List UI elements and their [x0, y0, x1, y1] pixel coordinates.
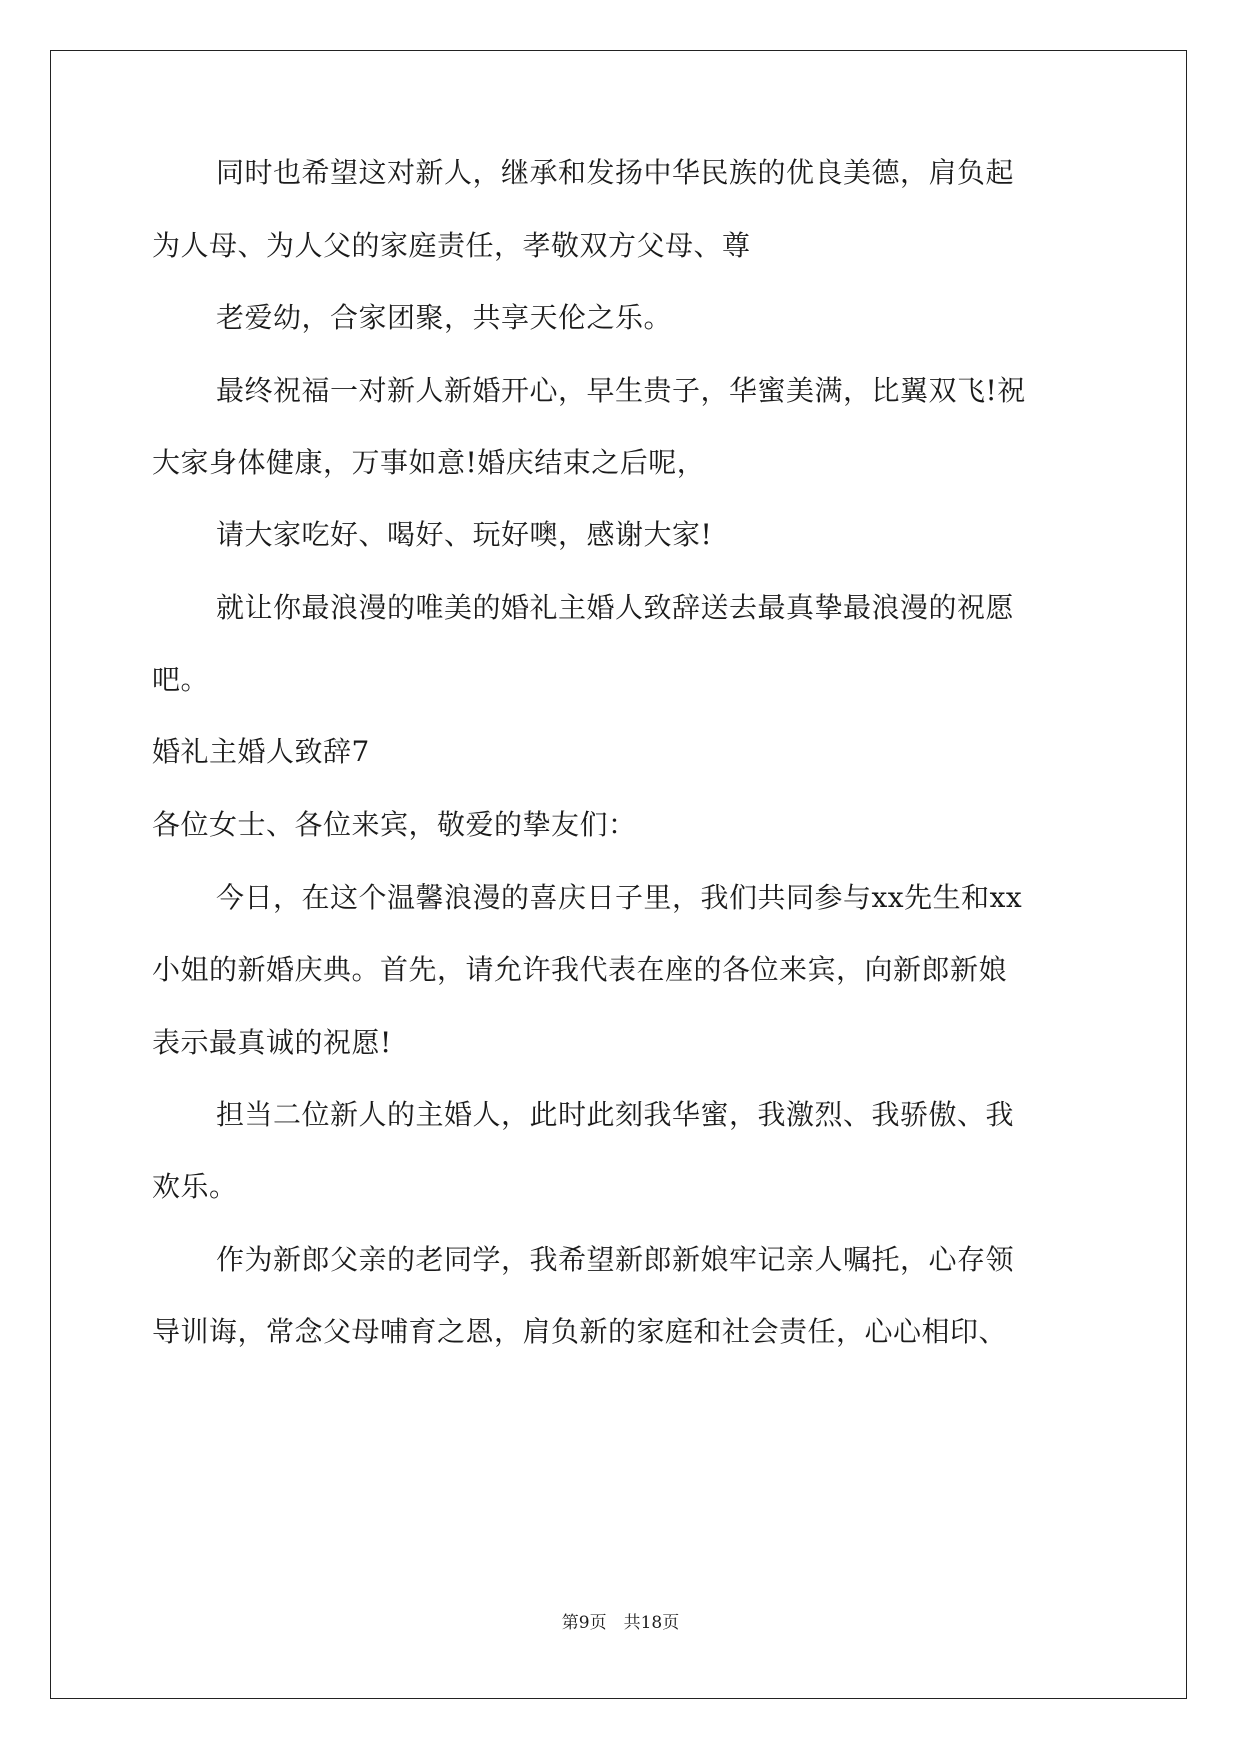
- text-line: 同时也希望这对新人，继承和发扬中华民族的优良美德，肩负起: [216, 156, 1015, 189]
- page-number: 第9页 共18页: [561, 1613, 680, 1633]
- text-line: 请大家吃好、喝好、玩好噢，感谢大家!: [216, 518, 713, 551]
- text-line: 导训诲，常念父母哺育之恩，肩负新的家庭和社会责任，心心相印、: [152, 1315, 1008, 1348]
- text-line: 作为新郎父亲的老同学，我希望新郎新娘牢记亲人嘱托，心存领: [216, 1243, 1015, 1276]
- text-line: 小姐的新婚庆典。首先，请允许我代表在座的各位来宾，向新郎新娘: [152, 953, 1008, 986]
- text-line: 吧。: [152, 663, 210, 696]
- text-line: 各位女士、各位来宾，敬爱的挚友们：: [152, 808, 637, 841]
- text-line: 最终祝福一对新人新婚开心，早生贵子，华蜜美满，比翼双飞!祝: [216, 374, 1026, 407]
- section-heading: 婚礼主婚人致辞7: [152, 735, 370, 768]
- text-line: 为人母、为人父的家庭责任，孝敬双方父母、尊: [152, 229, 751, 262]
- text-line: 担当二位新人的主婚人，此时此刻我华蜜，我激烈、我骄傲、我: [216, 1098, 1015, 1131]
- text-line: 欢乐。: [152, 1170, 238, 1203]
- page-border: [50, 50, 1187, 1699]
- text-line: 今日，在这个温馨浪漫的喜庆日子里，我们共同参与xx先生和xx: [216, 881, 1023, 914]
- text-line: 大家身体健康，万事如意!婚庆结束之后呢，: [152, 446, 706, 479]
- text-line: 表示最真诚的祝愿!: [152, 1026, 392, 1059]
- text-line: 老爱幼，合家团聚，共享天伦之乐。: [216, 301, 673, 334]
- text-line: 就让你最浪漫的唯美的婚礼主婚人致辞送去最真挚最浪漫的祝愿: [216, 591, 1015, 624]
